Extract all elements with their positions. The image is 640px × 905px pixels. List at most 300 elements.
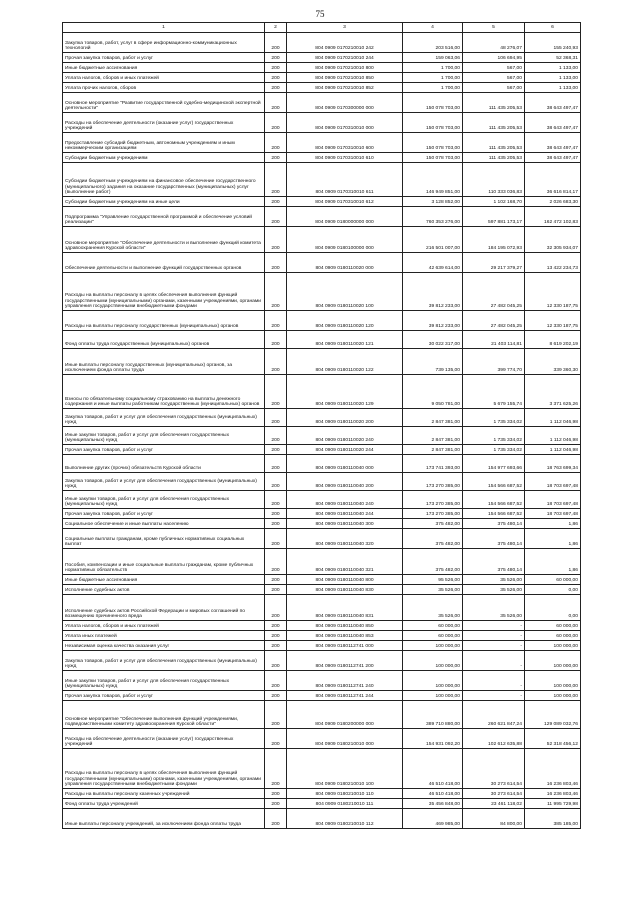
row-executed-cell: 567,00 (463, 73, 525, 83)
row-name-cell: Уплата прочих налогов, сборов (63, 83, 265, 93)
row-remaining-cell: 100 000,00 (525, 651, 581, 671)
row-name-cell: Обеспечение деятельности и выполнение функций государственных органов (63, 253, 265, 273)
table-row (63, 595, 581, 621)
row-assigned-cell: 100 000,00 (403, 641, 463, 651)
row-assigned-cell: 1 700,00 (403, 63, 463, 73)
row-assigned-cell: 375 482,00 (403, 549, 463, 575)
row-ved-cell: 200 (265, 799, 287, 809)
row-executed-cell: 375 480,14 (463, 529, 525, 549)
row-ved-cell: 200 (265, 651, 287, 671)
row-remaining-cell: 16 236 803,46 (525, 749, 581, 789)
table-row (63, 349, 581, 375)
row-ved-cell: 200 (265, 93, 287, 113)
row-ved-cell: 200 (265, 701, 287, 729)
row-executed-cell: 48 276,07 (463, 33, 525, 53)
row-ved-cell: 200 (265, 491, 287, 509)
header-cell: 1 (63, 23, 265, 33)
row-executed-cell: 154 566 687,52 (463, 491, 525, 509)
row-assigned-cell: 150 078 703,00 (403, 153, 463, 163)
row-name-cell: Иные закупки товаров, работ и услуг для обеспечения государственных (муниципальных) нужд (63, 491, 265, 509)
row-ved-cell: 200 (265, 53, 287, 63)
row-remaining-cell: 60 000,00 (525, 575, 581, 585)
row-remaining-cell: 0,00 (525, 585, 581, 595)
row-executed-cell: 111 435 205,53 (463, 113, 525, 133)
table-row (63, 509, 581, 519)
page-number: 75 (315, 9, 325, 19)
row-remaining-cell: 100 000,00 (525, 641, 581, 651)
row-remaining-cell: 8 619 202,19 (525, 331, 581, 349)
row-ved-cell: 200 (265, 809, 287, 829)
row-assigned-cell: 469 985,00 (403, 809, 463, 829)
table-row (63, 331, 581, 349)
row-remaining-cell: 3 371 625,26 (525, 375, 581, 409)
row-ved-cell: 200 (265, 63, 287, 73)
row-name-cell: Исполнение судебных актов (63, 585, 265, 595)
row-code-cell: 804 0909 0180100000 000 (287, 227, 403, 253)
table-row (63, 207, 581, 227)
row-code-cell: 804 0909 0180112741 244 (287, 691, 403, 701)
row-ved-cell: 200 (265, 253, 287, 273)
table-row (63, 491, 581, 509)
row-executed-cell: 30 273 614,54 (463, 789, 525, 799)
row-assigned-cell: 203 516,00 (403, 33, 463, 53)
row-executed-cell: - (463, 691, 525, 701)
row-executed-cell: 1 735 334,02 (463, 409, 525, 427)
row-code-cell: 804 0909 0180110020 000 (287, 253, 403, 273)
row-name-cell: Пособия, компенсации и иные социальные выплаты гражданам, кроме публичных нормативных обязательств (63, 549, 265, 575)
row-remaining-cell: 1 133,00 (525, 63, 581, 73)
row-remaining-cell: 385 185,00 (525, 809, 581, 829)
row-remaining-cell: 1 112 046,98 (525, 445, 581, 455)
row-code-cell: 804 0909 0170210010 852 (287, 83, 403, 93)
row-executed-cell: 27 482 045,25 (463, 311, 525, 331)
row-name-cell: Уплата налогов, сборов и иных платежей (63, 621, 265, 631)
table-row (63, 631, 581, 641)
row-assigned-cell: 60 000,00 (403, 631, 463, 641)
row-ved-cell: 200 (265, 455, 287, 473)
row-ved-cell: 200 (265, 749, 287, 789)
row-executed-cell: 29 217 379,27 (463, 253, 525, 273)
row-executed-cell: 106 694,95 (463, 53, 525, 63)
row-remaining-cell: 2 026 683,30 (525, 197, 581, 207)
table-row (63, 691, 581, 701)
table-row (63, 789, 581, 799)
row-remaining-cell: 36 616 814,17 (525, 163, 581, 197)
row-assigned-cell: 2 847 381,00 (403, 445, 463, 455)
table-row (63, 799, 581, 809)
row-ved-cell: 200 (265, 671, 287, 691)
row-code-cell: 804 0909 0180110020 244 (287, 445, 403, 455)
row-executed-cell: 84 800,00 (463, 809, 525, 829)
table-row (63, 197, 581, 207)
row-remaining-cell: 1,86 (525, 549, 581, 575)
row-remaining-cell: 38 643 497,47 (525, 153, 581, 163)
row-ved-cell: 200 (265, 409, 287, 427)
row-executed-cell: 1 735 334,02 (463, 427, 525, 445)
row-code-cell: 804 0909 0180210010 110 (287, 789, 403, 799)
row-ved-cell: 200 (265, 153, 287, 163)
table-row (63, 641, 581, 651)
row-remaining-cell: 18 763 699,34 (525, 455, 581, 473)
table-row (63, 273, 581, 311)
row-name-cell: Закупка товаров, работ и услуг для обеспечения государственных (муниципальных) нужд (63, 409, 265, 427)
row-executed-cell: 1 102 168,70 (463, 197, 525, 207)
row-assigned-cell: 154 931 092,20 (403, 729, 463, 749)
row-executed-cell: 399 774,70 (463, 349, 525, 375)
table-row (63, 163, 581, 197)
row-name-cell: Прочая закупка товаров, работ и услуг (63, 445, 265, 455)
table-row (63, 529, 581, 549)
header-cell: 2 (265, 23, 287, 33)
row-code-cell: 804 0909 0180110020 120 (287, 311, 403, 331)
row-assigned-cell: 35 526,00 (403, 585, 463, 595)
row-name-cell: Расходы на выплаты персоналу государственных (муниципальных) органов (63, 311, 265, 331)
row-code-cell: 804 0909 0180112741 240 (287, 671, 403, 691)
row-assigned-cell: 35 526,00 (403, 595, 463, 621)
row-name-cell: Расходы на обеспечение деятельности (оказание услуг) государственных учреждений (63, 729, 265, 749)
row-assigned-cell: 173 270 385,00 (403, 509, 463, 519)
table-row (63, 585, 581, 595)
row-remaining-cell: 100 000,00 (525, 671, 581, 691)
row-executed-cell: 111 435 205,53 (463, 93, 525, 113)
row-code-cell: 804 0909 0170310010 600 (287, 133, 403, 153)
row-code-cell: 804 0909 0180110040 853 (287, 631, 403, 641)
row-assigned-cell: 30 022 317,00 (403, 331, 463, 349)
row-assigned-cell: 2 847 381,00 (403, 409, 463, 427)
row-executed-cell: 102 612 635,88 (463, 729, 525, 749)
row-name-cell: Расходы на выплаты персоналу в целях обеспечения выполнения функций государственными (муниципальными) органами, казенными учреждениями, органами управления государственными внебюджетными фондами (63, 273, 265, 311)
row-remaining-cell: 162 472 102,83 (525, 207, 581, 227)
row-remaining-cell: 1 112 046,98 (525, 427, 581, 445)
row-assigned-cell: 3 128 852,00 (403, 197, 463, 207)
row-code-cell: 804 0909 0180112741 000 (287, 641, 403, 651)
row-executed-cell: - (463, 631, 525, 641)
row-executed-cell: 597 881 173,17 (463, 207, 525, 227)
row-code-cell: 804 0909 0180110020 100 (287, 273, 403, 311)
row-name-cell: Закупка товаров, работ и услуг для обеспечения государственных (муниципальных) нужд (63, 473, 265, 491)
row-ved-cell: 200 (265, 113, 287, 133)
row-code-cell: 804 0909 0180110040 830 (287, 585, 403, 595)
row-executed-cell: 110 333 036,83 (463, 163, 525, 197)
row-executed-cell: 154 566 687,52 (463, 473, 525, 491)
row-executed-cell: - (463, 671, 525, 691)
row-assigned-cell: 760 353 276,00 (403, 207, 463, 227)
row-assigned-cell: 159 063,06 (403, 53, 463, 63)
row-ved-cell: 200 (265, 631, 287, 641)
row-remaining-cell: 100 000,00 (525, 691, 581, 701)
row-name-cell: Закупка товаров, работ, услуг в сфере информационно-коммуникационных технологий (63, 33, 265, 53)
row-name-cell: Фонд оплаты труда государственных (муниципальных) органов (63, 331, 265, 349)
table-row (63, 375, 581, 409)
row-assigned-cell: 46 510 418,00 (403, 789, 463, 799)
row-name-cell: Расходы на обеспечение деятельности (оказание услуг) государственных учреждений (63, 113, 265, 133)
row-assigned-cell: 1 700,00 (403, 73, 463, 83)
row-assigned-cell: 60 000,00 (403, 621, 463, 631)
row-ved-cell: 200 (265, 133, 287, 153)
row-executed-cell: 1 735 334,02 (463, 445, 525, 455)
row-code-cell: 804 0909 0170310010 611 (287, 163, 403, 197)
row-name-cell: Субсидии бюджетным учреждениям на иные цели (63, 197, 265, 207)
row-assigned-cell: 100 000,00 (403, 651, 463, 671)
row-ved-cell: 200 (265, 473, 287, 491)
row-name-cell: Расходы на выплаты персоналу казенных учреждений (63, 789, 265, 799)
table-row (63, 445, 581, 455)
row-remaining-cell: 60 000,00 (525, 621, 581, 631)
row-assigned-cell: 375 482,00 (403, 529, 463, 549)
row-name-cell: Расходы на выплаты персоналу в целях обеспечения выполнения функций государственными (муниципальными) органами, казенными учреждениями, органами управления государственными внебюджетными фондами (63, 749, 265, 789)
row-name-cell: Субсидии бюджетным учреждениям (63, 153, 265, 163)
table-row (63, 651, 581, 671)
row-remaining-cell: 32 305 934,07 (525, 227, 581, 253)
header-cell: 6 (525, 23, 581, 33)
row-assigned-cell: 39 812 233,00 (403, 273, 463, 311)
row-assigned-cell: 173 270 385,00 (403, 491, 463, 509)
row-assigned-cell: 100 000,00 (403, 691, 463, 701)
row-code-cell: 804 0909 0180110020 240 (287, 427, 403, 445)
row-ved-cell: 200 (265, 375, 287, 409)
row-assigned-cell: 150 078 703,00 (403, 133, 463, 153)
row-assigned-cell: 146 949 851,00 (403, 163, 463, 197)
row-name-cell: Выполнение других (прочих) обязательств Курской области (63, 455, 265, 473)
row-name-cell: Уплата налогов, сборов и иных платежей (63, 73, 265, 83)
row-ved-cell: 200 (265, 197, 287, 207)
row-executed-cell: 35 526,00 (463, 595, 525, 621)
row-ved-cell: 200 (265, 529, 287, 549)
table-row (63, 549, 581, 575)
row-remaining-cell: 38 643 497,47 (525, 133, 581, 153)
row-assigned-cell: 173 741 393,00 (403, 455, 463, 473)
row-code-cell: 804 0909 0180110040 320 (287, 529, 403, 549)
table-row (63, 227, 581, 253)
table-row (63, 93, 581, 113)
header-cell: 4 (403, 23, 463, 33)
row-ved-cell: 200 (265, 509, 287, 519)
row-executed-cell: 567,00 (463, 83, 525, 93)
row-remaining-cell: 52 368,31 (525, 53, 581, 63)
row-code-cell: 804 0909 0170210010 850 (287, 73, 403, 83)
row-name-cell: Предоставление субсидий бюджетным, автономным учреждениям и иным некоммерческим организациям (63, 133, 265, 153)
row-code-cell: 804 0909 0180112741 200 (287, 651, 403, 671)
row-remaining-cell: 16 236 803,46 (525, 789, 581, 799)
row-name-cell: Иные бюджетные ассигнования (63, 63, 265, 73)
table-row (63, 153, 581, 163)
row-assigned-cell: 95 526,00 (403, 575, 463, 585)
row-assigned-cell: 150 078 703,00 (403, 113, 463, 133)
row-executed-cell: 111 435 205,53 (463, 153, 525, 163)
row-code-cell: 804 0909 0170300000 000 (287, 93, 403, 113)
table-row (63, 729, 581, 749)
row-executed-cell: 30 273 614,54 (463, 749, 525, 789)
row-name-cell: Уплата иных платежей (63, 631, 265, 641)
row-name-cell: Субсидии бюджетным учреждениям на финансовое обеспечение государственного (муниципального) задания на оказание государственных (муниципальных) услуг (выполнение работ) (63, 163, 265, 197)
row-ved-cell: 200 (265, 549, 287, 575)
row-name-cell: Прочая закупка товаров, работ и услуг (63, 509, 265, 519)
row-remaining-cell: 1 133,00 (525, 83, 581, 93)
table-row (63, 749, 581, 789)
row-name-cell: Прочая закупка товаров, работ и услуг (63, 53, 265, 63)
row-remaining-cell: 60 000,00 (525, 631, 581, 641)
row-executed-cell: - (463, 641, 525, 651)
row-code-cell: 804 0909 0180110020 129 (287, 375, 403, 409)
table-row (63, 33, 581, 53)
row-code-cell: 804 0909 0170210010 242 (287, 33, 403, 53)
row-name-cell: Прочая закупка товаров, работ и услуг (63, 691, 265, 701)
table-row (63, 473, 581, 491)
row-ved-cell: 200 (265, 445, 287, 455)
row-assigned-cell: 42 639 614,00 (403, 253, 463, 273)
row-executed-cell: 23 461 118,02 (463, 799, 525, 809)
row-ved-cell: 200 (265, 691, 287, 701)
row-code-cell: 804 0909 0170310010 610 (287, 153, 403, 163)
row-remaining-cell: 52 318 456,12 (525, 729, 581, 749)
row-name-cell: Исполнение судебных актов Российской Федерации и мировых соглашений по возмещению причиненного вреда (63, 595, 265, 621)
row-name-cell: Иные закупки товаров, работ и услуг для обеспечения государственных (муниципальных) нужд (63, 427, 265, 445)
row-code-cell: 804 0909 0180110040 800 (287, 575, 403, 585)
row-ved-cell: 200 (265, 729, 287, 749)
table-row (63, 83, 581, 93)
row-ved-cell: 200 (265, 641, 287, 651)
row-code-cell: 804 0909 0180210010 111 (287, 799, 403, 809)
row-ved-cell: 200 (265, 349, 287, 375)
row-executed-cell: 375 480,14 (463, 519, 525, 529)
row-assigned-cell: 739 135,00 (403, 349, 463, 375)
row-code-cell: 804 0909 0180110040 244 (287, 509, 403, 519)
row-code-cell: 804 0909 0180110040 000 (287, 455, 403, 473)
row-ved-cell: 200 (265, 207, 287, 227)
row-code-cell: 804 0909 0180110040 321 (287, 549, 403, 575)
row-ved-cell: 200 (265, 427, 287, 445)
row-ved-cell: 200 (265, 585, 287, 595)
table-header-row (63, 23, 581, 33)
row-name-cell: Иные выплаты персоналу государственных (муниципальных) органов, за исключением фонда оплаты труда (63, 349, 265, 375)
row-assigned-cell: 389 710 880,00 (403, 701, 463, 729)
row-assigned-cell: 46 510 418,00 (403, 749, 463, 789)
row-ved-cell: 200 (265, 33, 287, 53)
row-code-cell: 804 0909 0180200000 000 (287, 701, 403, 729)
row-ved-cell: 200 (265, 789, 287, 799)
row-executed-cell: 27 482 045,25 (463, 273, 525, 311)
row-code-cell: 804 0909 0180210010 112 (287, 809, 403, 829)
row-ved-cell: 200 (265, 311, 287, 331)
row-code-cell: 804 0909 0170310010 000 (287, 113, 403, 133)
table-row (63, 73, 581, 83)
row-name-cell: Фонд оплаты труда учреждений (63, 799, 265, 809)
row-code-cell: 804 0909 0180110040 300 (287, 519, 403, 529)
row-remaining-cell: 1 112 046,98 (525, 409, 581, 427)
row-assigned-cell: 375 482,00 (403, 519, 463, 529)
row-executed-cell: 260 621 847,24 (463, 701, 525, 729)
row-executed-cell: 5 679 155,74 (463, 375, 525, 409)
row-assigned-cell: 9 050 781,00 (403, 375, 463, 409)
table-row (63, 63, 581, 73)
row-code-cell: 804 0909 0180110040 850 (287, 621, 403, 631)
row-ved-cell: 200 (265, 575, 287, 585)
row-remaining-cell: 13 422 234,73 (525, 253, 581, 273)
row-remaining-cell: 12 330 187,75 (525, 311, 581, 331)
table-row (63, 53, 581, 63)
row-code-cell: 804 0909 0180000000 000 (287, 207, 403, 227)
row-remaining-cell: 38 643 497,47 (525, 93, 581, 113)
row-executed-cell: 154 977 693,66 (463, 455, 525, 473)
row-executed-cell: 35 526,00 (463, 585, 525, 595)
row-ved-cell: 200 (265, 73, 287, 83)
row-remaining-cell: 1,86 (525, 529, 581, 549)
row-remaining-cell: 38 643 497,47 (525, 113, 581, 133)
row-remaining-cell: 12 330 187,75 (525, 273, 581, 311)
table-row (63, 253, 581, 273)
row-code-cell: 804 0909 0180210010 100 (287, 749, 403, 789)
row-code-cell: 804 0909 0180110020 121 (287, 331, 403, 349)
row-code-cell: 804 0909 0180110020 122 (287, 349, 403, 375)
header-cell: 5 (463, 23, 525, 33)
table-row (63, 311, 581, 331)
table-row (63, 519, 581, 529)
row-name-cell: Иные бюджетные ассигнования (63, 575, 265, 585)
row-remaining-cell: 18 703 697,48 (525, 491, 581, 509)
table-row (63, 575, 581, 585)
row-remaining-cell: 18 703 697,48 (525, 509, 581, 519)
row-name-cell: Подпрограмма "Управление государственной программой и обеспечение условий реализации" (63, 207, 265, 227)
row-remaining-cell: 129 089 032,76 (525, 701, 581, 729)
row-executed-cell: 111 435 205,53 (463, 133, 525, 153)
row-name-cell: Независимая оценка качества оказания услуг (63, 641, 265, 651)
table-row (63, 455, 581, 473)
row-remaining-cell: 339 360,30 (525, 349, 581, 375)
row-remaining-cell: 1 133,00 (525, 73, 581, 83)
row-assigned-cell: 100 000,00 (403, 671, 463, 691)
row-name-cell: Иные выплаты персоналу учреждений, за исключением фонда оплаты труда (63, 809, 265, 829)
row-executed-cell: 567,00 (463, 63, 525, 73)
row-ved-cell: 200 (265, 163, 287, 197)
row-executed-cell: 154 566 687,52 (463, 509, 525, 519)
row-ved-cell: 200 (265, 519, 287, 529)
table-row (63, 621, 581, 631)
row-assigned-cell: 35 456 848,00 (403, 799, 463, 809)
row-assigned-cell: 173 270 385,00 (403, 473, 463, 491)
table-row (63, 427, 581, 445)
row-name-cell: Социальное обеспечение и иные выплаты населению (63, 519, 265, 529)
row-code-cell: 804 0909 0180110040 831 (287, 595, 403, 621)
row-name-cell: Основное мероприятие "Обеспечение деятельности и выполнение функций комитета здравоохранения Курской области" (63, 227, 265, 253)
row-ved-cell: 200 (265, 331, 287, 349)
row-assigned-cell: 1 700,00 (403, 83, 463, 93)
row-executed-cell: - (463, 621, 525, 631)
table-row (63, 113, 581, 133)
row-ved-cell: 200 (265, 621, 287, 631)
row-remaining-cell: 155 240,93 (525, 33, 581, 53)
row-name-cell: Основное мероприятие "Обеспечение выполнения функций учреждениями, подведомственными комитету здравоохранения Курской области" (63, 701, 265, 729)
row-remaining-cell: 11 995 729,98 (525, 799, 581, 809)
table-row (63, 809, 581, 829)
row-ved-cell: 200 (265, 227, 287, 253)
row-executed-cell: 35 526,00 (463, 575, 525, 585)
row-remaining-cell: 1,86 (525, 519, 581, 529)
row-name-cell: Основное мероприятие "Развитие государственной судебно-медицинской экспертной деятельности" (63, 93, 265, 113)
row-code-cell: 804 0909 0180110040 240 (287, 491, 403, 509)
row-name-cell: Взносы по обязательному социальному страхованию на выплаты денежного содержания и иные выплаты работникам государственных (муниципальных) органов (63, 375, 265, 409)
row-code-cell: 804 0909 0170210010 800 (287, 63, 403, 73)
row-code-cell: 804 0909 0180210010 000 (287, 729, 403, 749)
header-cell: 3 (287, 23, 403, 33)
row-code-cell: 804 0909 0170310010 612 (287, 197, 403, 207)
row-executed-cell: - (463, 651, 525, 671)
budget-table (62, 22, 581, 829)
table-row (63, 671, 581, 691)
row-assigned-cell: 2 847 381,00 (403, 427, 463, 445)
row-remaining-cell: 18 703 697,48 (525, 473, 581, 491)
row-ved-cell: 200 (265, 273, 287, 311)
row-executed-cell: 21 403 114,81 (463, 331, 525, 349)
